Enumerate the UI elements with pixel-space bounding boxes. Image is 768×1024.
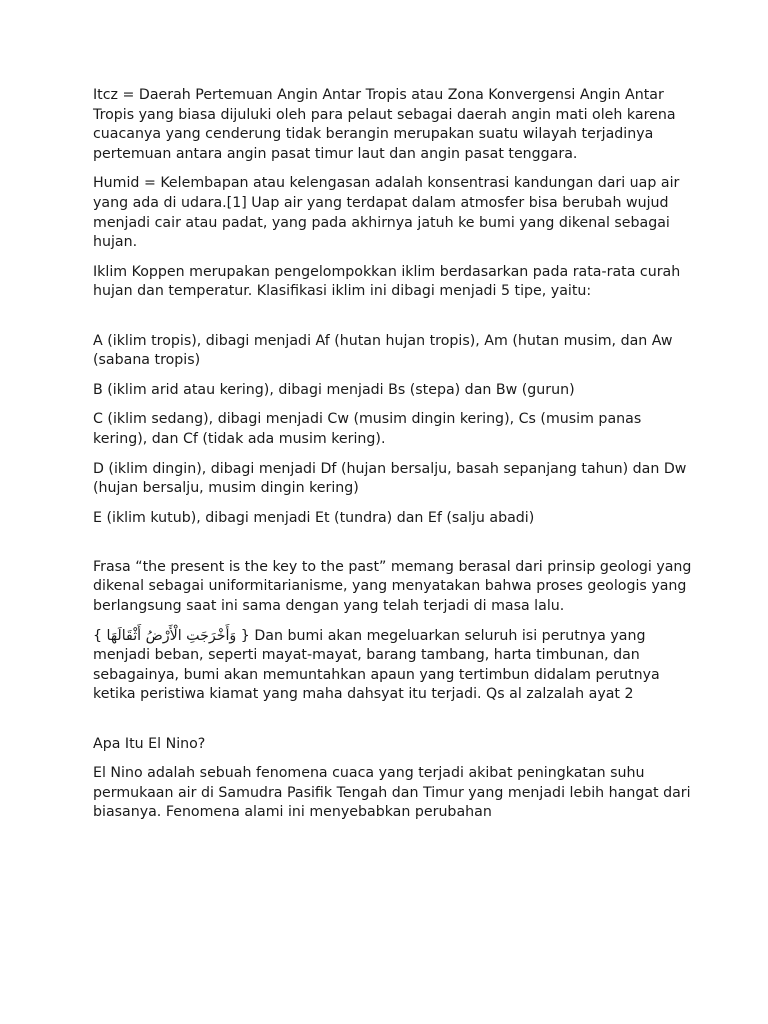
paragraph-koppen: Iklim Koppen merupakan pengelompokkan iklim berdasarkan pada rata-rata curah hujan dan temperatur. Klasifikasi iklim ini dibagi menjadi 5 tipe, yaitu: [93,263,681,300]
paragraph-type-a: A (iklim tropis), dibagi menjadi Af (hutan hujan tropis), Am (hutan musim, dan Aw (sabana tropis) [93,332,673,369]
paragraph-humid: Humid = Kelembapan atau kelengasan adalah konsentrasi kandungan dari uap air yang ada di udara.[1] Uap air yang terdapat dalam atmosfer bisa berubah wujud menjadi cair atau padat, yang pada akhirnya jatuh ke bumi yang dikenal sebagai hujan. [93,175,680,251]
blank-line [93,312,693,332]
document-page [93,86,693,833]
paragraph-type-e: E (iklim kutub), dibagi menjadi Et (tundra) dan Ef (salju abadi) [93,509,535,526]
paragraph-elnino: El Nino adalah sebuah fenomena cuaca yang terjadi akibat peningkatan suhu permukaan air di Samudra Pasifik Tengah dan Timur yang menjadi lebih hangat dari biasanya. Fenomena alami ini menyebabkan perubahan [93,765,691,821]
blank-line [93,538,693,558]
paragraph-type-c: C (iklim sedang), dibagi menjadi Cw (musim dingin kering), Cs (musim panas kering), dan Cf (tidak ada musim kering). [93,411,642,447]
blank-line [93,715,693,735]
paragraph-type-b: B (iklim arid atau kering), dibagi menjadi Bs (stepa) dan Bw (gurun) [93,381,575,398]
paragraph-type-d: D (iklim dingin), dibagi menjadi Df (hujan bersalju, basah sepanjang tahun) dan Dw (hujan bersalju, musim dingin kering) [93,460,687,497]
paragraph-frasa: Frasa “the present is the key to the past” memang berasal dari prinsip geologi yang dikenal sebagai uniformitarianisme, yang menyatakan bahwa proses geologis yang berlangsung saat ini sama dengan yang telah terjadi di masa lalu. [93,558,692,615]
paragraph-itcz: Itcz = Daerah Pertemuan Angin Antar Tropis atau Zona Konvergensi Angin Antar Tropis yang biasa dijuluki oleh para pelaut sebagai daerah angin mati oleh karena cuacanya yang cenderung tidak berangin merupakan suatu wilayah terjadinya pertemuan antara angin pasat timur laut dan angin pasat tenggara. [93,87,676,162]
paragraph-quran: { وَأَخْرَجَتِ الْأَرْضُ أَثْقَالَهَا } Dan bumi akan megeluarkan seluruh isi perutnya yang menjadi beban, seperti mayat-mayat, barang tambang, harta timbunan, dan sebagainya, bumi akan memuntahkan apaun yang tertimbun didalam perutnya ketika peristiwa kiamat yang maha dahsyat itu terjadi. Qs al zalzalah ayat 2 [93,627,660,703]
paragraph-elnino-question: Apa Itu El Nino? [93,735,206,752]
